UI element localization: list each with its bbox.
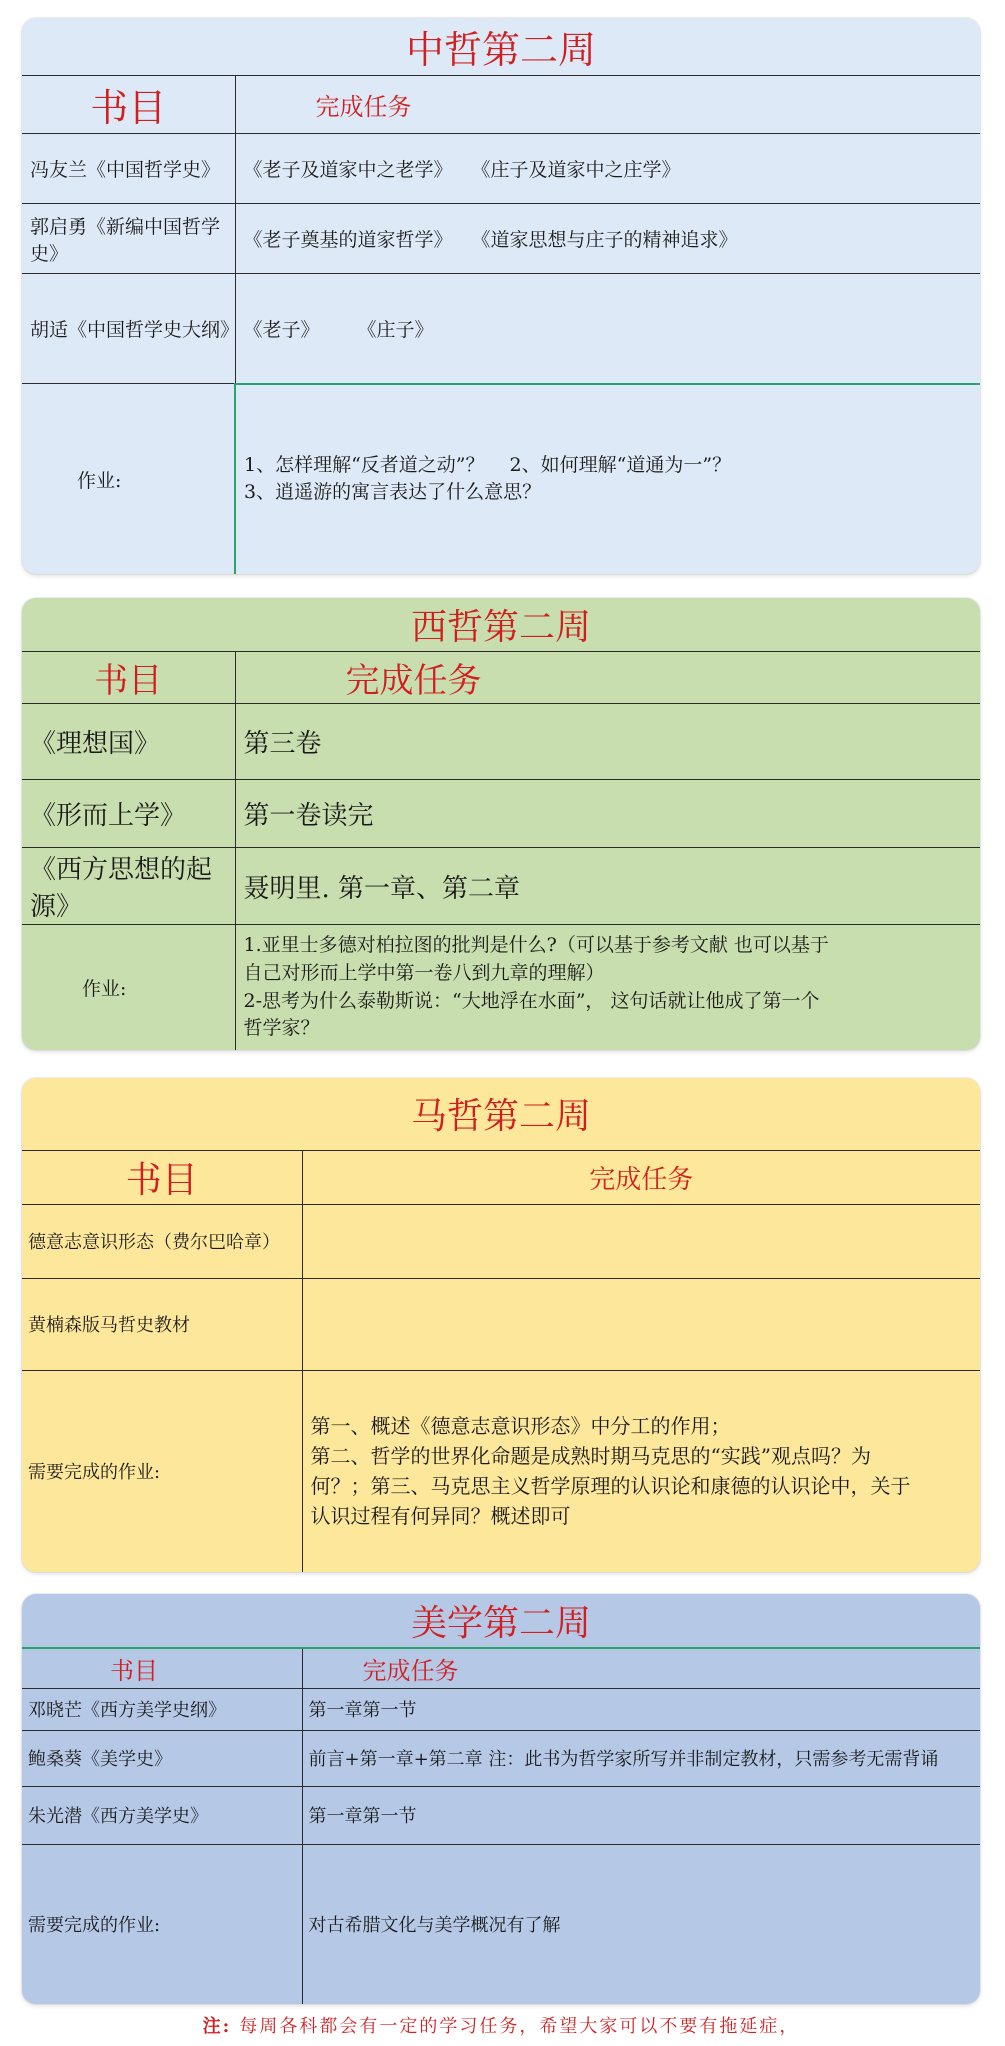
marxist-philosophy-card	[22, 1078, 980, 1572]
footer-note	[22, 2012, 980, 2038]
homework-cell	[302, 1370, 980, 1572]
task-cell: 《老子》 《庄子》	[235, 274, 980, 384]
homework-line: 认识过程有何异同？概述即可	[310, 1504, 571, 1529]
homework-line: 第二、哲学的世界化命题是成熟时期马克思的“实践”观点吗？为	[310, 1444, 871, 1469]
chinese-philosophy-card	[22, 18, 980, 574]
card-title: 美学第二周	[22, 1594, 980, 1648]
task-cell: 第一章第一节	[302, 1688, 980, 1730]
book-cell: 朱光潜《西方美学史》	[22, 1786, 302, 1844]
task-cell: 《老子奠基的道家哲学》 《道家思想与庄子的精神追求》	[235, 204, 980, 274]
homework-line: 自己对形而上学中第一卷八到九章的理解）	[243, 961, 605, 984]
homework-line: 第一、概述《德意志意识形态》中分工的作用；	[310, 1414, 731, 1439]
homework-line: 1、怎样理解“反者道之动”？ 2、如何理解“道通为一”？	[244, 453, 732, 476]
task-cell: 《老子及道家中之老学》 《庄子及道家中之庄学》	[235, 134, 980, 204]
task-cell: 聂明里. 第一章、第二章	[235, 848, 980, 925]
homework-label: 作业:	[22, 925, 235, 1051]
book-cell: 《西方思想的起源》	[22, 848, 235, 925]
column-header-book: 书目	[22, 76, 235, 134]
book-cell: 德意志意识形态（费尔巴哈章）	[22, 1204, 302, 1278]
western-philosophy-table	[22, 598, 980, 1050]
marxist-philosophy-table	[22, 1078, 980, 1572]
book-cell: 黄楠森版马哲史教材	[22, 1278, 302, 1370]
homework-line: 2-思考为什么泰勒斯说：“大地浮在水面”， 这句话就让他成了第一个	[243, 989, 820, 1012]
chinese-philosophy-table	[22, 18, 980, 574]
homework-label: 作业:	[22, 384, 235, 575]
homework-cell	[235, 384, 980, 575]
book-cell: 冯友兰《中国哲学史》	[22, 134, 235, 204]
book-cell: 《理想国》	[22, 704, 235, 780]
homework-cell: 对古希腊文化与美学概况有了解	[302, 1844, 980, 2004]
task-cell: 第三卷	[235, 704, 980, 780]
book-cell: 胡适《中国哲学史大纲》	[22, 274, 235, 384]
book-cell: 邓晓芒《西方美学史纲》	[22, 1688, 302, 1730]
aesthetics-table	[22, 1594, 980, 2004]
homework-label: 需要完成的作业:	[22, 1844, 302, 2004]
column-header-book: 书目	[22, 1150, 302, 1204]
book-cell: 鲍桑葵《美学史》	[22, 1730, 302, 1786]
book-cell: 《形而上学》	[22, 780, 235, 848]
column-header-task: 完成任务	[302, 1648, 980, 1688]
card-title: 马哲第二周	[22, 1078, 980, 1150]
card-title: 西哲第二周	[22, 598, 980, 652]
column-header-task: 完成任务	[235, 76, 980, 134]
homework-line: 何？；第三、马克思主义哲学原理的认识论和康德的认识论中，关于	[310, 1474, 911, 1499]
western-philosophy-card	[22, 598, 980, 1050]
note-text: 每周各科都会有一定的学习任务，希望大家可以不要有拖延症，	[239, 2016, 800, 2037]
book-cell: 郭启勇《新编中国哲学史》	[22, 204, 235, 274]
aesthetics-card	[22, 1594, 980, 2004]
homework-line: 1.亚里士多德对柏拉图的批判是什么?（可以基于参考文献 也可以基于	[243, 934, 829, 957]
task-cell	[302, 1278, 980, 1370]
column-header-task: 完成任务	[302, 1150, 980, 1204]
note-label: 注:	[202, 2016, 232, 2037]
task-cell: 第一卷读完	[235, 780, 980, 848]
column-header-book: 书目	[22, 652, 235, 704]
homework-line: 3、逍遥游的寓言表达了什么意思？	[244, 481, 542, 504]
column-header-task: 完成任务	[235, 652, 980, 704]
homework-cell	[235, 925, 980, 1051]
task-cell	[302, 1204, 980, 1278]
column-header-book: 书目	[22, 1648, 302, 1688]
task-cell: 第一章第一节	[302, 1786, 980, 1844]
homework-label: 需要完成的作业:	[22, 1370, 302, 1572]
card-title: 中哲第二周	[22, 18, 980, 76]
homework-line: 哲学家？	[243, 1017, 320, 1040]
task-cell: 前言+第一章+第二章 注：此书为哲学家所写并非制定教材，只需参考无需背诵	[302, 1730, 980, 1786]
